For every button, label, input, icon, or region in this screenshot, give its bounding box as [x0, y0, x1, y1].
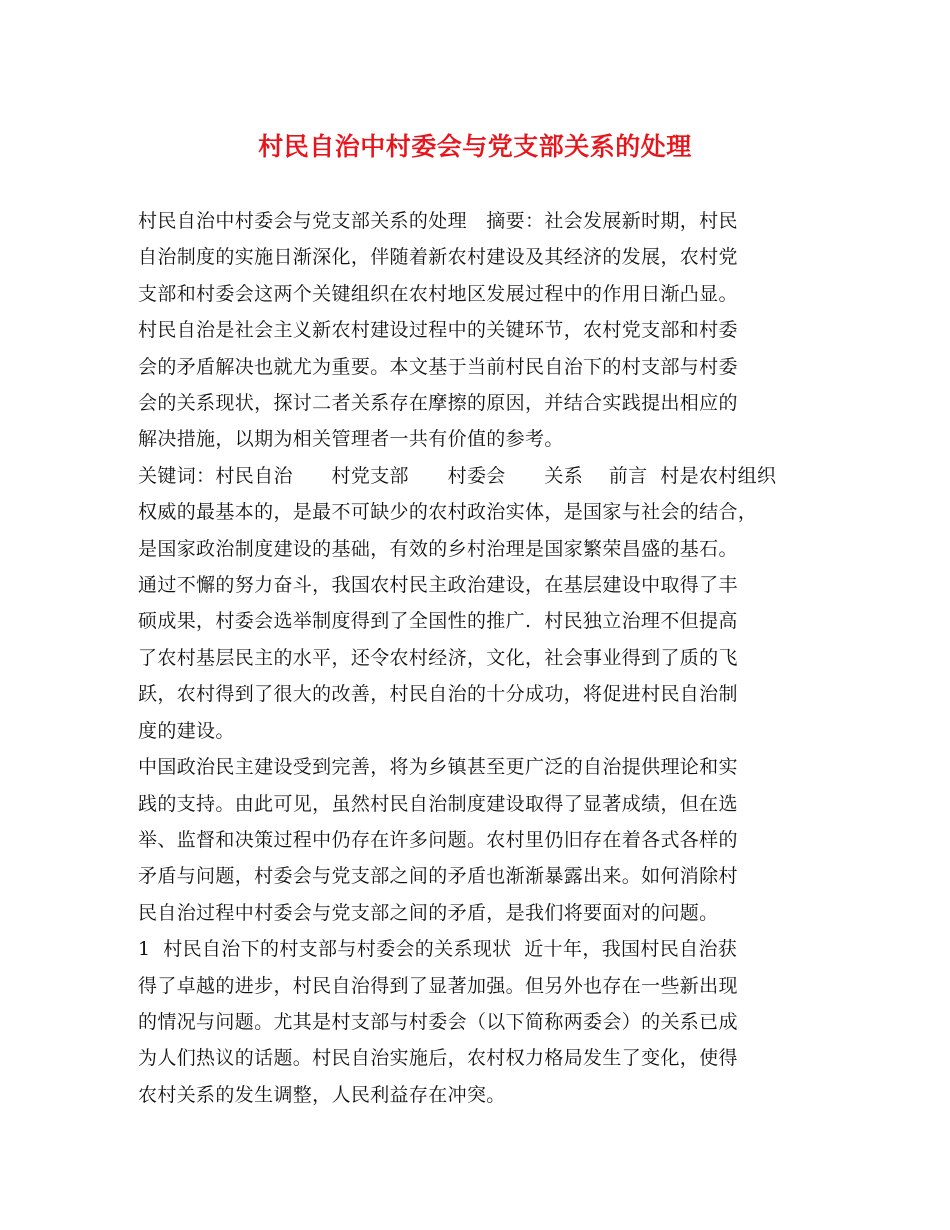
text-line: 关键词：村民自治 村党支部 村委会 关系 前言 村是农村组织: [138, 464, 777, 487]
document-title: 村民自治中村委会与党支部关系的处理: [258, 132, 692, 161]
text-line: 会的矛盾解决也就尤为重要。本文基于当前村民自治下的村支部与村委: [138, 355, 738, 378]
text-line: 通过不懈的努力奋斗，我国农村民主政治建设，在基层建设中取得了丰: [138, 574, 738, 597]
text-line: 中国政治民主建设受到完善，将为乡镇甚至更广泛的自治提供理论和实: [138, 756, 738, 779]
text-line: 农村关系的发生调整，人民利益存在冲突。: [138, 1083, 506, 1106]
text-line: 是国家政治制度建设的基础，有效的乡村治理是国家繁荣昌盛的基石。: [138, 537, 738, 560]
text-line: 民自治过程中村委会与党支部之间的矛盾，是我们将要面对的问题。: [138, 901, 719, 924]
text-line: 自治制度的实施日渐深化，伴随着新农村建设及其经济的发展，农村党: [138, 246, 738, 269]
text-line: 村民自治是社会主义新农村建设过程中的关键环节，农村党支部和村委: [138, 319, 738, 342]
text-line: 权威的最基本的，是最不可缺少的农村政治实体，是国家与社会的结合，: [138, 501, 758, 524]
text-line: 硕成果，村委会选举制度得到了全国性的推广. 村民独立治理不但提高: [138, 610, 738, 633]
document-body: [138, 203, 818, 1113]
text-line: 了农村基层民主的水平，还令农村经济，文化，社会事业得到了质的飞: [138, 646, 738, 669]
text-line: 1 村民自治下的村支部与村委会的关系现状 近十年，我国村民自治获: [138, 938, 738, 961]
text-line: 支部和村委会这两个关键组织在农村地区发展过程中的作用日渐凸显。: [138, 282, 738, 305]
text-line: 解决措施，以期为相关管理者一共有价值的参考。: [138, 428, 564, 451]
text-line: 会的关系现状，探讨二者关系存在摩擦的原因，并结合实践提出相应的: [138, 392, 738, 415]
text-line: 度的建设。: [138, 719, 235, 742]
text-line: 矛盾与问题，村委会与党支部之间的矛盾也渐渐暴露出来。如何消除村: [138, 865, 738, 888]
text-line: 得了卓越的进步，村民自治得到了显著加强。但另外也存在一些新出现: [138, 974, 738, 997]
text-line: 跃，农村得到了很大的改善，村民自治的十分成功，将促进村民自治制: [138, 683, 738, 706]
text-line: 的情况与问题。尤其是村支部与村委会（以下简称两委会）的关系已成: [138, 1010, 738, 1033]
text-line: 践的支持。由此可见，虽然村民自治制度建设取得了显著成绩，但在选: [138, 792, 738, 815]
text-line: 村民自治中村委会与党支部关系的处理 摘要：社会发展新时期，村民: [138, 210, 738, 232]
text-line: 举、监督和决策过程中仍存在许多问题。农村里仍旧存在着各式各样的: [138, 828, 738, 851]
text-line: 为人们热议的话题。村民自治实施后，农村权力格局发生了变化，使得: [138, 1047, 738, 1070]
